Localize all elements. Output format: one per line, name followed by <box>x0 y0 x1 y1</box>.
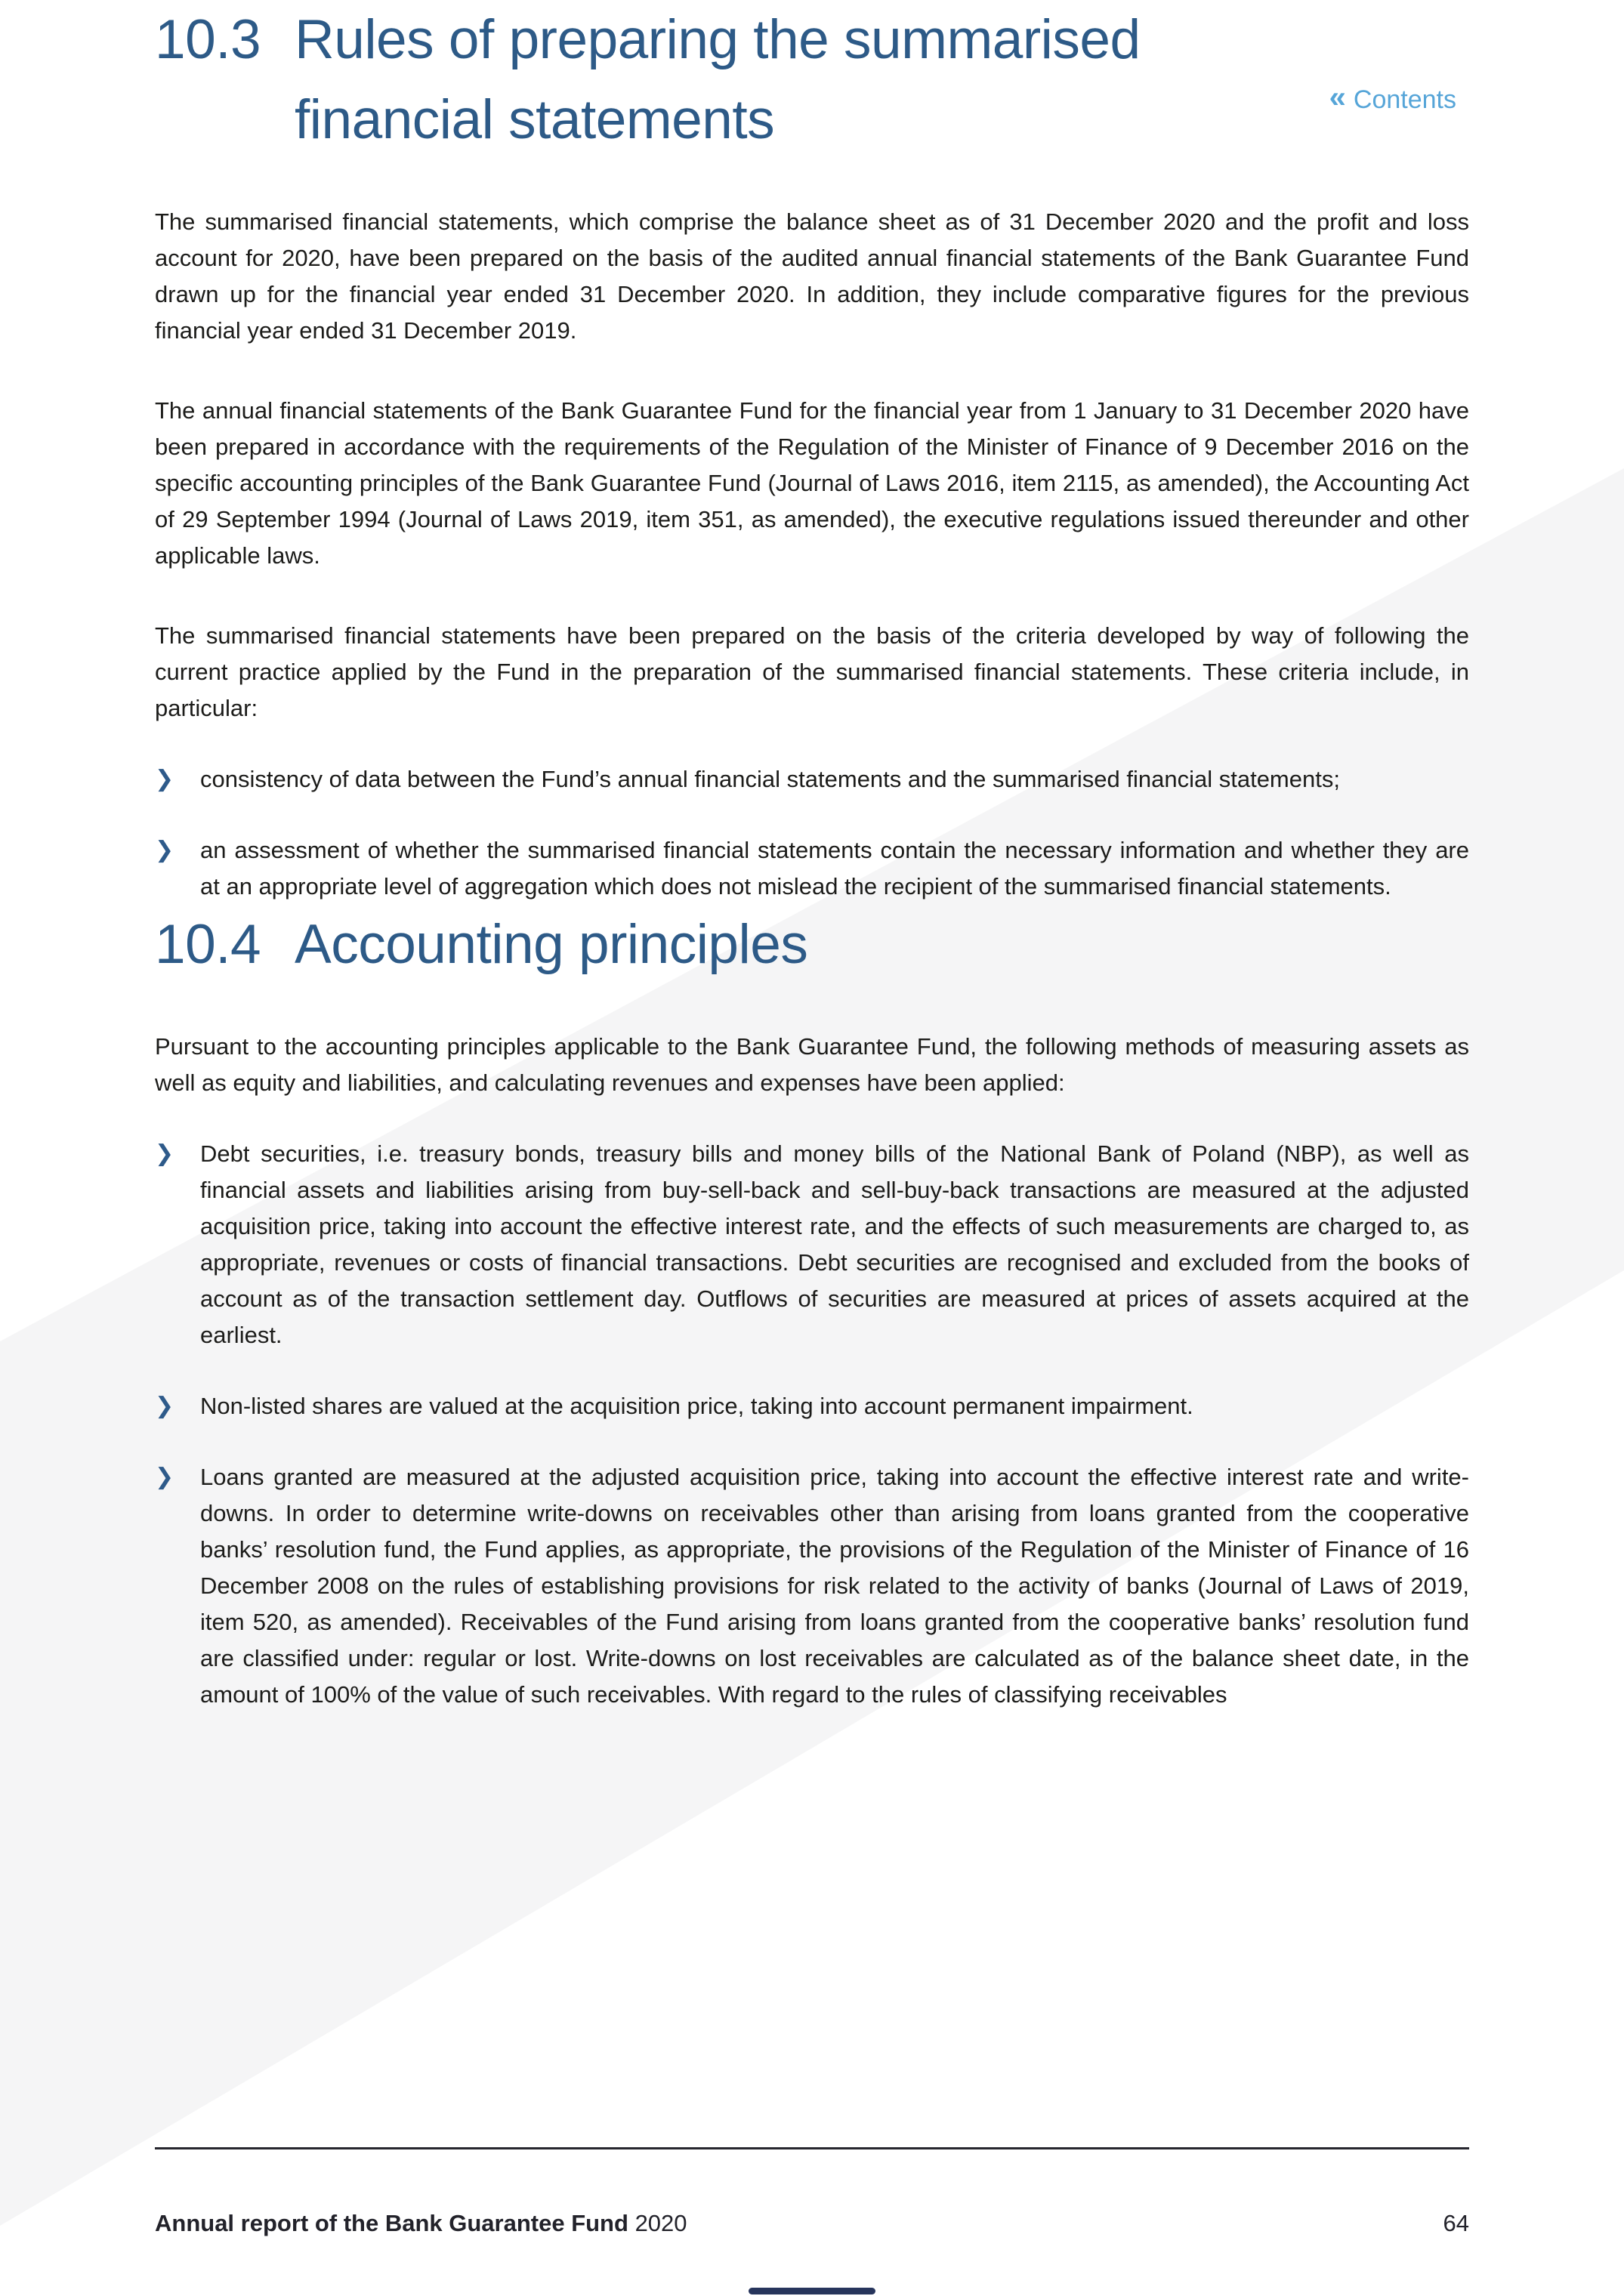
chevron-bullet-icon: ❯ <box>155 1141 174 1166</box>
chevron-bullet-icon: ❯ <box>155 767 174 792</box>
page-content <box>155 0 1469 1713</box>
section-heading-10-4 <box>155 905 1469 985</box>
list-item <box>155 1388 1469 1424</box>
section-title: Accounting principles <box>295 914 808 975</box>
paragraph: The summarised financial statements have been prepared on the basis of the criteria developed by way of following the current practice applied by the Fund in the preparation of the summarised financial statements. These criteria include, in particular: <box>155 622 1469 721</box>
contents-link-label: Contents <box>1353 85 1456 114</box>
section-number: 10.4 <box>155 914 261 975</box>
list-item <box>155 1136 1469 1353</box>
paragraph: Pursuant to the accounting principles applicable to the Bank Guarantee Fund, the following methods of measuring assets as well as equity and liabilities, and calculating revenues and expenses have been applied: <box>155 1033 1469 1096</box>
footer-year: 2020 <box>634 2210 687 2236</box>
list-item <box>155 761 1469 798</box>
back-chevrons-icon: « <box>1329 81 1346 114</box>
paragraph: The annual financial statements of the Bank Guarantee Fund for the financial year from 1 January to 31 December 2020 have been prepared in accordance with the requirements of the Regulation of the Minister of Finance of 9 December 2016 on the specific accounting principles of the Bank Guarantee Fund (Journal of Laws 2016, item 2115, as amended), the Accounting Act of 29 September 1994 (Journal of Laws 2019, item 351, as amended), the executive regulations issued thereunder and other applicable laws. <box>155 397 1469 569</box>
contents-link[interactable] <box>1329 81 1456 115</box>
list-item-text: Non-listed shares are valued at the acquisition price, taking into account permanent impairment. <box>200 1393 1193 1419</box>
footer-report-title <box>155 2210 687 2237</box>
list-item <box>155 832 1469 905</box>
section-heading-10-3 <box>155 0 1469 160</box>
list-item-text: an assessment of whether the summarised financial statements contain the necessary information and whether they are at an appropriate level of aggregation which does not mislead the recipient of the summarised financial statements. <box>200 837 1469 900</box>
footer-title-bold: Annual report of the Bank Guarantee Fund <box>155 2210 628 2236</box>
page-footer <box>155 2147 1469 2237</box>
section-title: Rules of preparing the summarised financial statements <box>295 9 1141 150</box>
chevron-bullet-icon: ❯ <box>155 1393 174 1418</box>
chevron-bullet-icon: ❯ <box>155 838 174 863</box>
list-item-text: consistency of data between the Fund’s annual financial statements and the summarised financial statements; <box>200 766 1340 792</box>
list-item <box>155 1459 1469 1713</box>
bottom-accent-bar <box>749 2288 875 2294</box>
section-number: 10.3 <box>155 9 261 70</box>
chevron-bullet-icon: ❯ <box>155 1464 174 1489</box>
page-number: 64 <box>1443 2210 1469 2236</box>
list-item-text: Debt securities, i.e. treasury bonds, treasury bills and money bills of the National Bank of Poland (NBP), as well as financial assets and liabilities arising from buy-sell-back and sell-buy-back transactions are measured at the adjusted acquisition price, taking into account the effective interest rate, and the effects of such measurements are charged to, as appropriate, revenues or costs of financial transactions. Debt securities are recognised and excluded from the books of account as of the transaction settlement day. Outflows of securities are measured at prices of assets acquired at the earliest. <box>200 1140 1469 1348</box>
list-item-text: Loans granted are measured at the adjusted acquisition price, taking into account the effective interest rate and write-downs. In order to determine write-downs on receivables other than arising from loans granted from the cooperative banks’ resolution fund, the Fund applies, as appropriate, the provisions of the Regulation of the Minister of Finance of 16 December 2008 on the rules of establishing provisions for risk related to the activity of banks (Journal of Laws of 2019, item 520, as amended). Receivables of the Fund arising from loans granted from the cooperative banks’ resolution fund are classified under: regular or lost. Write-downs on lost receivables are calculated as of the balance sheet date, in the amount of 100% of the value of such receivables. With regard to the rules of classifying receivables <box>200 1464 1469 1708</box>
paragraph: The summarised financial statements, which comprise the balance sheet as of 31 December 2020 and the profit and loss account for 2020, have been prepared on the basis of the audited annual financial statements of the Bank Guarantee Fund drawn up for the financial year ended 31 December 2020. In addition, they include comparative figures for the previous financial year ended 31 December 2019. <box>155 208 1469 344</box>
